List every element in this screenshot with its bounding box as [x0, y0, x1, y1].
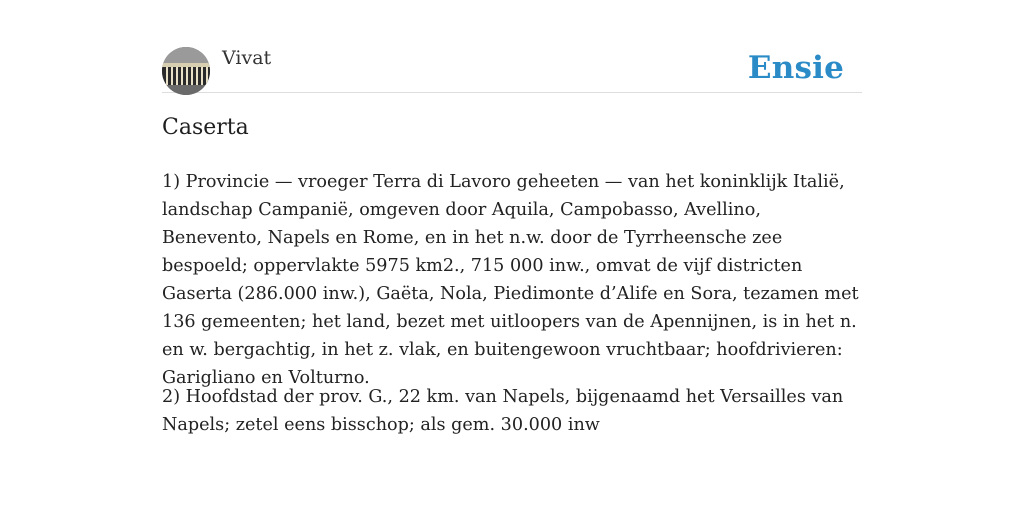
definition-paragraph-2: 2) Hoofdstad der prov. G., 22 km. van Napels, bijgenaamd het Versailles van Napels; zetel eens bisschop; als gem. 30.000 inw	[162, 387, 844, 435]
avatar[interactable]	[162, 47, 210, 95]
header	[162, 44, 862, 93]
author-name[interactable]: Vivat	[222, 47, 272, 69]
page-title: Caserta	[162, 115, 249, 140]
definition-paragraph-1: 1) Provincie — vroeger Terra di Lavoro geheeten — van het koninklijk Italië, landschap Campanië, omgeven door Aquila, Campobasso, Avellino, Benevento, Napels en Rome, en in het n.w. door de Tyrrheensche zee bespoeld; oppervlakte 5975 km2., 715 000 inw., omvat de vijf districten Gaserta (286.000 inw.), Gaëta, Nola, Piedimonte d’Alife en Sora, tezamen met 136 gemeenten; het land, bezet met uitloopers van de Apennijnen, is in het n. en w. bergachtig, in het z. vlak, en buitengewoon vruchtbaar; hoofdrivieren: Garigliano en Volturno.	[162, 172, 859, 388]
brand-logo[interactable]: Ensie	[747, 50, 844, 86]
book-spines-icon	[162, 47, 210, 95]
